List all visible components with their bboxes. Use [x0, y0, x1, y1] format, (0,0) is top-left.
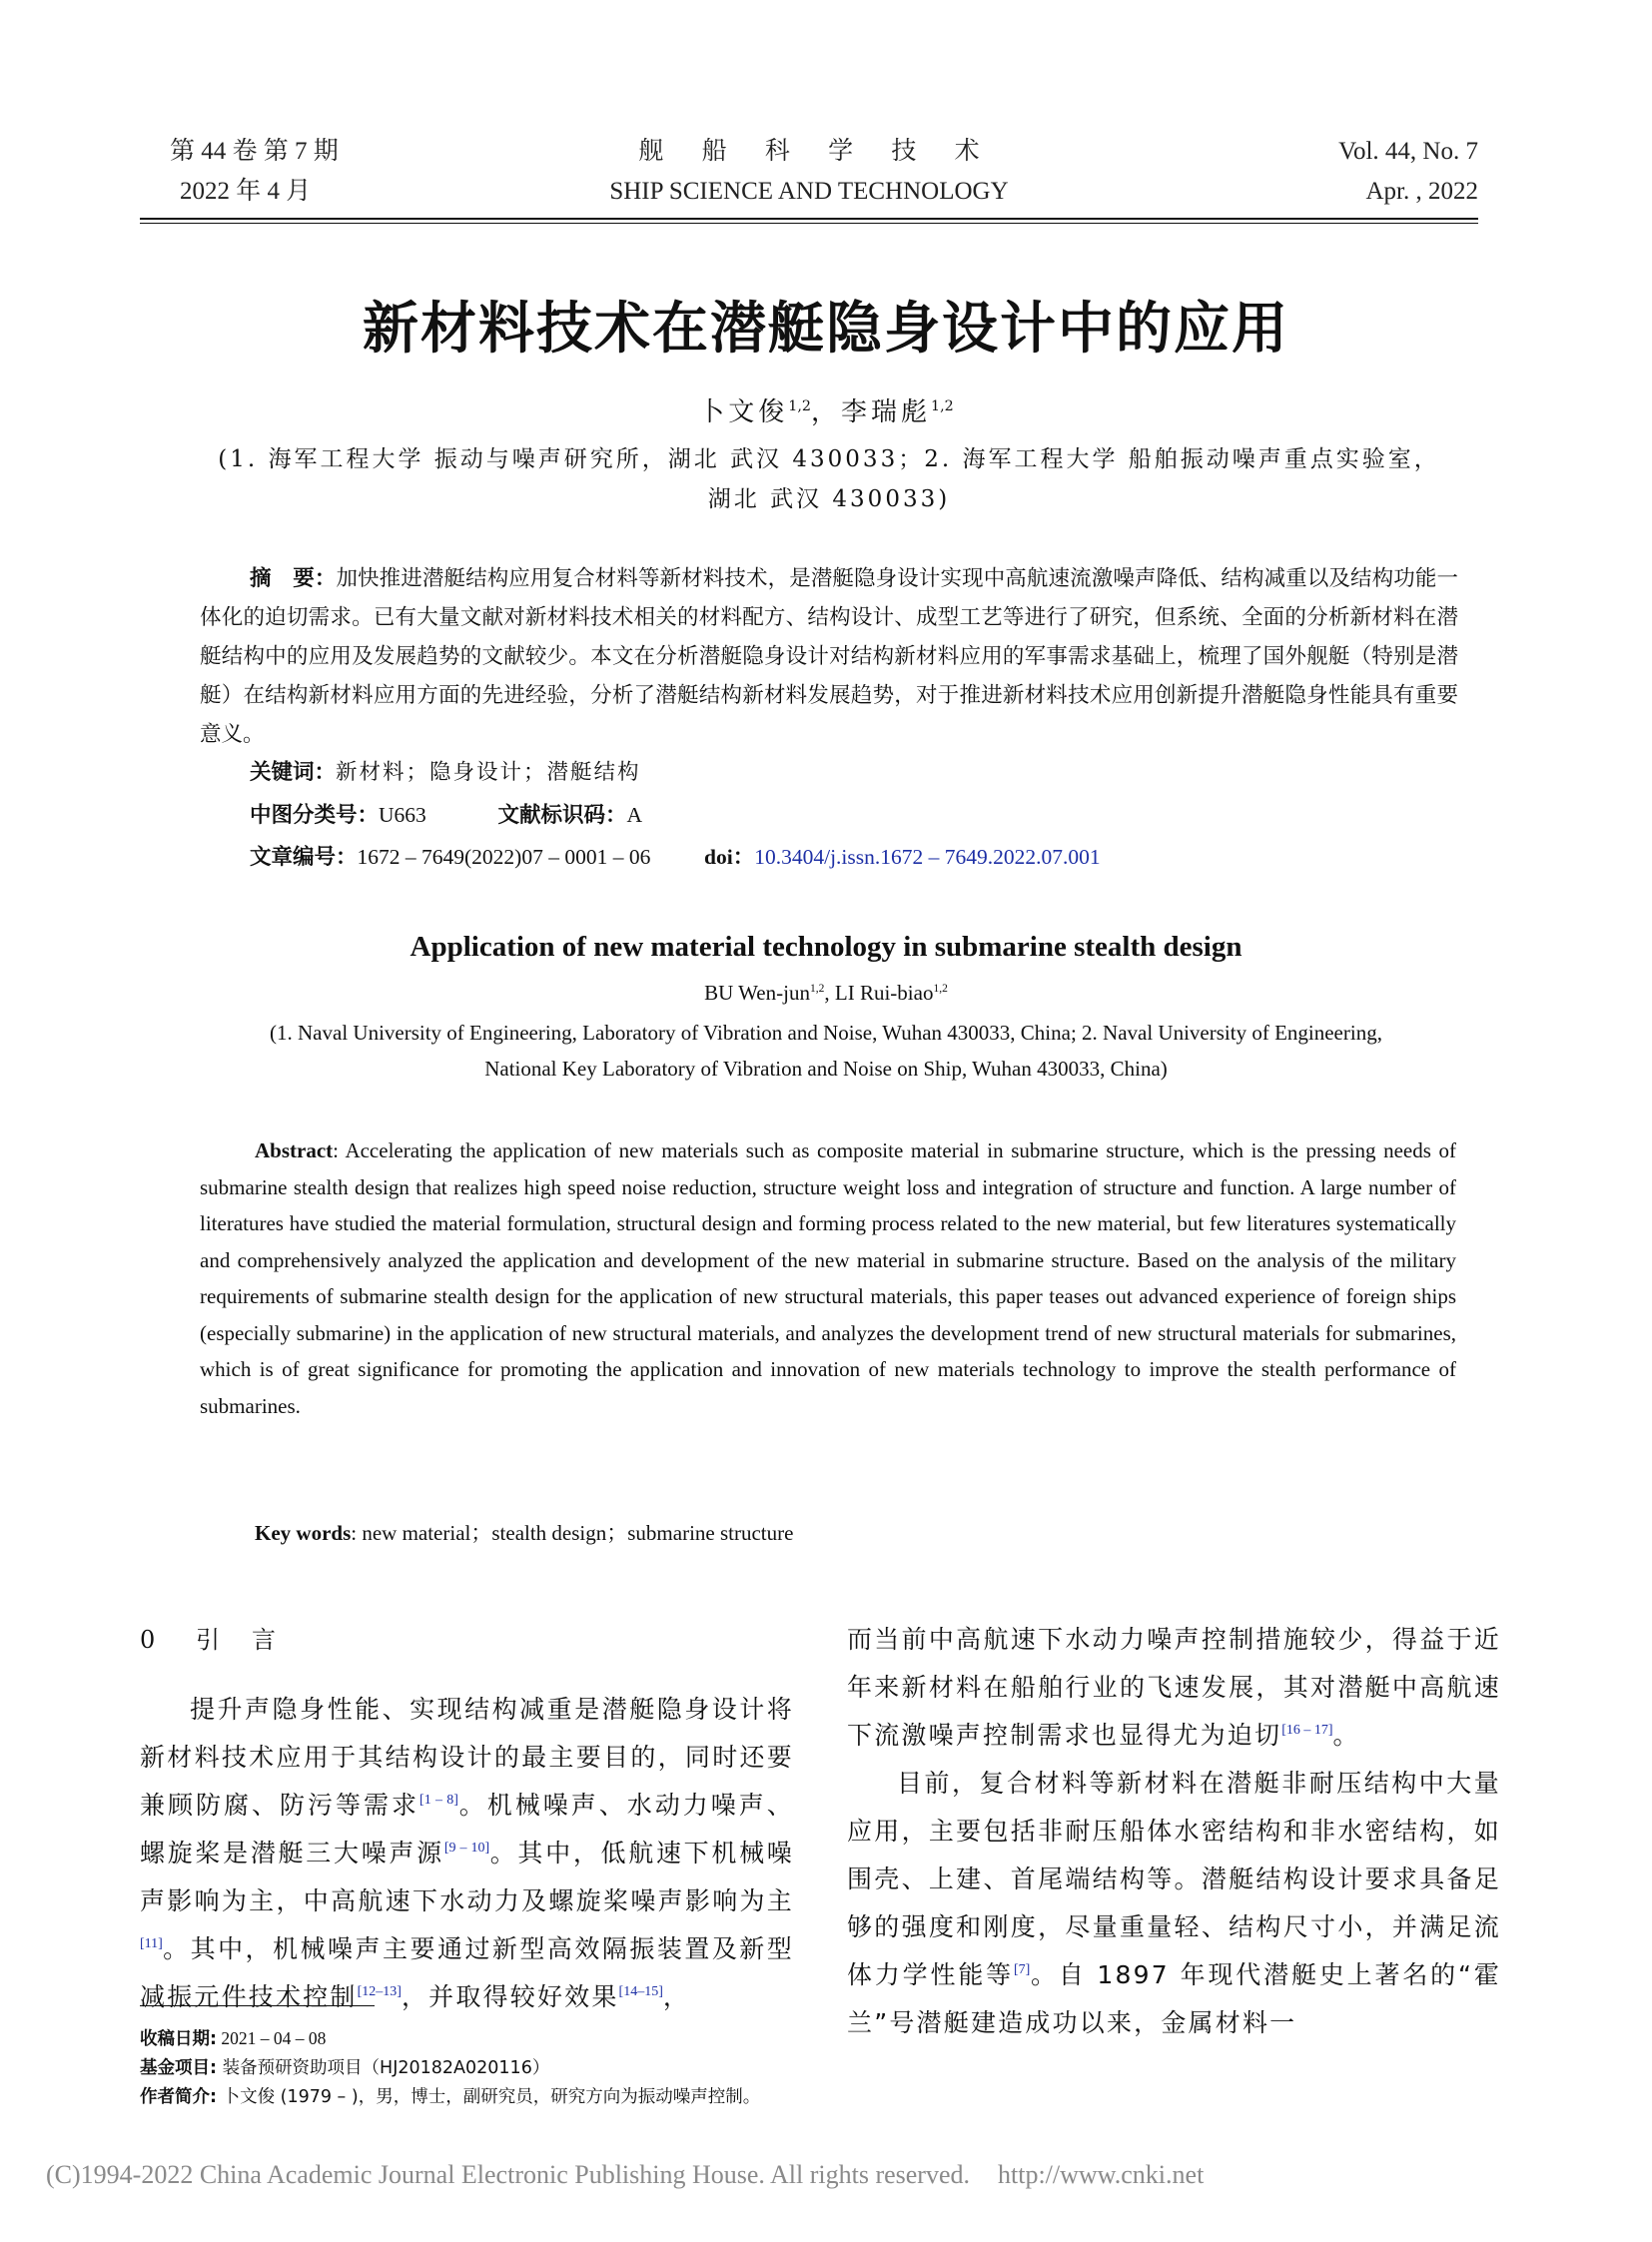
article-title-en: Application of new material technology in submarine stealth design	[410, 931, 1242, 963]
affiliation-line: (1. Naval University of Engineering, Laboratory of Vibration and Noise, Wuhan 430033, China; 2. Naval University of Engineering,	[270, 1021, 1382, 1045]
footnote-value: 装备预研资助项目（HJ20182A020116）	[217, 2058, 550, 2078]
affiliations-cn	[170, 439, 1488, 519]
author-affil-mark: 1,2	[933, 982, 948, 995]
footnote-label: 收稿日期:	[140, 2029, 217, 2049]
authors-cn	[0, 392, 1652, 432]
article-number-value: 1672 – 7649(2022)07 – 0001 – 06	[357, 845, 651, 869]
footnotes	[140, 2024, 1139, 2112]
header-right	[1338, 132, 1478, 212]
keywords-label-en: Key words	[255, 1521, 352, 1545]
author-name: 卜文俊	[698, 397, 789, 427]
abstract-cn	[200, 559, 1458, 754]
paragraph-text: 。	[1332, 1721, 1360, 1750]
date-cn: 2022 年 4 月	[180, 178, 312, 205]
authors-en	[0, 976, 1652, 1010]
running-header	[140, 132, 1478, 212]
keywords-label-cn: 关键词：	[250, 760, 337, 785]
author-affil-mark: 1,2	[931, 398, 954, 414]
footnote-rule	[140, 2005, 375, 2006]
journal-name-en: SHIP SCIENCE AND TECHNOLOGY	[609, 178, 1009, 205]
footnote-value: 卜文俊 (1979 – )，男，博士，副研究员，研究方向为振动噪声控制。	[217, 2087, 761, 2107]
citation-link[interactable]: [16 – 17]	[1281, 1723, 1333, 1738]
section-title: 引言	[196, 1626, 308, 1654]
affiliation-line: (1. 海军工程大学 振动与噪声研究所，湖北 武汉 430033；2. 海军工程大学 船舶振动噪声重点实验室，	[218, 446, 1440, 472]
article-title-cn: 新材料技术在潜艇隐身设计中的应用	[363, 297, 1289, 362]
abstract-en	[200, 1132, 1456, 1424]
paragraph-text: 目前，复合材料等新材料在潜艇非耐压结构中大量应用，主要包括非耐压船体水密结构和非水密结构，如围壳、上建、首尾端结构等。潜艇结构设计要求具备足够的强度和刚度，尽量重量轻、结构尺寸小，并满足流体力学性能等	[847, 1769, 1501, 1989]
section-number: 0	[140, 1626, 156, 1654]
copyright-notice	[46, 2157, 1444, 2193]
citation-link[interactable]: [1 – 8]	[419, 1793, 458, 1808]
clc-label: 中图分类号：	[250, 803, 380, 828]
abstract-text-cn: 加快推进潜艇结构应用复合材料等新材料技术，是潜艇隐身设计实现中高航速流激噪声降低、结构减重以及结构功能一体化的迫切需求。已有大量文献对新材料技术相关的材料配方、结构设计、成型工艺等进行了研究，但系统、全面的分析新材料在潜艇结构中的应用及发展趋势的文献较少。本文在分析潜艇隐身设计对结构新材料应用的军事需求基础上，梳理了国外舰艇（特别是潜艇）在结构新材料应用方面的先进经验，分析了潜艇结构新材料发展趋势，对于推进新材料技术应用创新提升潜艇隐身性能具有重要意义。	[200, 566, 1458, 747]
body-column-left	[140, 1616, 794, 2021]
citation-link[interactable]: [9 – 10]	[443, 1841, 490, 1856]
keywords-value-cn: 新材料；隐身设计；潜艇结构	[336, 760, 641, 785]
keywords-cn	[250, 753, 1448, 793]
body-paragraph	[140, 1686, 794, 2021]
paragraph-text: 。机械噪声、水动力噪声、螺旋桨是潜艇三大噪声源	[140, 1791, 794, 1868]
citation-link[interactable]: [12–13]	[357, 1984, 402, 1999]
footnote-received	[140, 2024, 1139, 2054]
doc-code-label: 文献标识码：	[497, 803, 627, 828]
clc-value: U663	[379, 803, 426, 827]
volume-issue-en: Vol. 44, No. 7	[1338, 138, 1478, 165]
doc-code-value: A	[626, 803, 643, 827]
body-paragraph	[847, 1760, 1501, 2047]
paragraph-text: 提升声隐身性能、实现结构减重是潜艇隐身设计将新材料技术应用于其结构设计的最主要目的，同时还要兼顾防腐、防污等需求	[140, 1695, 794, 1820]
author-affil-mark: 1,2	[788, 398, 811, 414]
author-name: BU Wen-jun	[704, 981, 810, 1005]
footnote-label: 基金项目:	[140, 2058, 217, 2078]
header-rule-bottom	[140, 223, 1478, 224]
paragraph-text: 。其中，机械噪声主要通过新型高效隔振装置及新型减振元件技术控制	[140, 1934, 794, 2011]
header-center	[140, 132, 1478, 212]
author-affil-mark: 1,2	[809, 982, 825, 995]
paragraph-text: ，并取得较好效果	[401, 1982, 619, 2011]
paragraph-text: ，	[662, 1982, 691, 2011]
keywords-value-en: : new material；stealth design；submarine structure	[351, 1521, 794, 1545]
abstract-label-cn: 摘 要：	[250, 566, 337, 591]
author-separator: ，	[810, 397, 841, 427]
footnote-author-bio	[140, 2083, 1139, 2112]
affiliation-line: 湖北 武汉 430033)	[707, 486, 951, 512]
date-en: Apr. , 2022	[1365, 178, 1478, 205]
article-number-label: 文章编号：	[250, 845, 358, 870]
abstract-text-en: : Accelerating the application of new materials such as composite material in submarine structure, which is the pressing needs of submarine stealth design that realizes high speed noise reduction, structure weight loss and integration of structure and function. A large number of literatures have studied the material formulation, structural design and forming process related to the new material, but few literatures systematically and comprehensively analyzed the application and development of the new material in submarine structure. Based on the analysis of the military requirements of submarine stealth design for the application of new structural materials, this paper teases out advanced experience of foreign ships (especially submarine) in the application of new structural materials, and analyzes the development trend of new structural materials for submarines, which is of great significance for promoting the application and innovation of new materials technology to improve the stealth performance of submarines.	[200, 1138, 1456, 1418]
citation-link[interactable]: [7]	[1014, 1962, 1031, 1977]
classification-row	[250, 795, 1448, 836]
paragraph-text: 而当前中高航速下水动力噪声控制措施较少，得益于近年来新材料在船舶行业的飞速发展，其对潜艇中高航速下流激噪声控制需求也显得尤为迫切	[847, 1625, 1501, 1750]
abstract-label-en: Abstract	[255, 1138, 334, 1162]
volume-issue-cn: 第 44 卷 第 7 期	[170, 138, 339, 165]
journal-name-cn: 舰 船 科 学 技 术	[638, 138, 996, 165]
affiliation-line: National Key Laboratory of Vibration and Noise on Ship, Wuhan 430033, China)	[484, 1057, 1168, 1081]
doi-link[interactable]: 10.3404/j.issn.1672 – 7649.2022.07.001	[754, 845, 1101, 869]
paragraph-text: 。自 1897 年现代潜艇史上著名的“霍兰”号潜艇建造成功以来，金属材料一	[847, 1960, 1501, 2037]
keywords-en	[255, 1515, 793, 1551]
body-paragraph	[847, 1616, 1501, 1760]
doi-label: doi：	[704, 845, 755, 869]
article-id-row	[250, 837, 1448, 878]
affiliations-en	[150, 1015, 1502, 1087]
author-name: 李瑞彪	[841, 397, 932, 427]
footnote-value: 2021 – 04 – 08	[217, 2028, 327, 2048]
author-name: LI Rui-biao	[834, 981, 934, 1005]
section-heading	[140, 1616, 794, 1664]
body-column-right	[847, 1616, 1501, 2047]
author-separator: ,	[824, 981, 835, 1005]
footnote-fund	[140, 2054, 1139, 2083]
copyright-text: (C)1994-2022 China Academic Journal Electronic Publishing House. All rights reserved.	[46, 2160, 970, 2189]
citation-link[interactable]: [14–15]	[618, 1984, 663, 1999]
cnki-url[interactable]: http://www.cnki.net	[998, 2160, 1205, 2189]
footnote-label: 作者简介:	[140, 2087, 217, 2107]
header-rule-top	[140, 218, 1478, 220]
paragraph-text: 。其中，低航速下机械噪声影响为主，中高航速下水动力及螺旋桨噪声影响为主	[140, 1839, 795, 1915]
citation-link[interactable]: [11]	[140, 1936, 163, 1951]
